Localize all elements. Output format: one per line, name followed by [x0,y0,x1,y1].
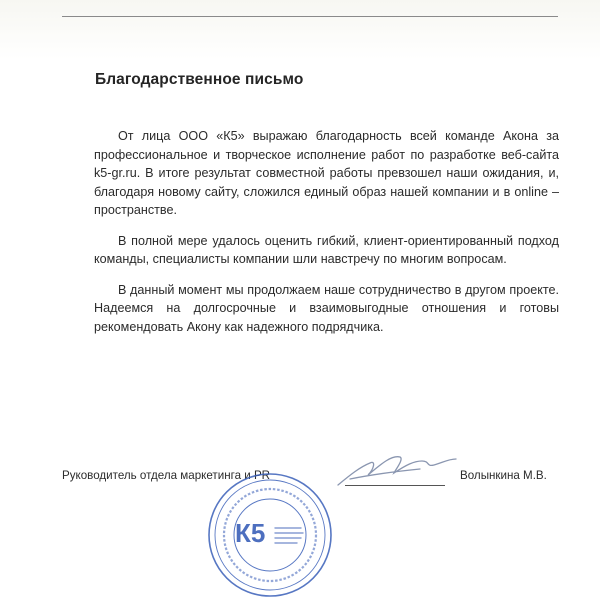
stamp-logo: К5 [235,518,266,548]
signer-name: Волынкина М.В. [460,469,547,482]
paragraph-1: От лица ООО «К5» выражаю благодарность всей команде Акона за профессиональное и творческое исполнение работ по разработке веб-сайта k5-gr.ru. В итоге результат совместной работы превзошел наши ожидания, и, благодаря новому сайту, сложился единый образ нашей компании и в online – пространстве. [94,129,559,217]
letter-body [94,127,559,348]
signature-line [345,485,445,486]
paragraph-3: В данный момент мы продолжаем наше сотрудничество в другом проекте. Надеемся на долгосрочные и взаимовыгодные отношения и готовы рекомендовать Акону как надежного подрядчика. [94,282,559,334]
signer-position: Руководитель отдела маркетинга и PR [62,469,271,482]
letter-title: Благодарственное письмо [95,71,304,88]
company-stamp [205,470,335,600]
paragraph-2: В полной мере удалось оценить гибкий, клиент-ориентированный подход команды, специалисты компании шли навстречу по многим вопросам. [94,233,559,266]
header-divider [62,16,558,17]
